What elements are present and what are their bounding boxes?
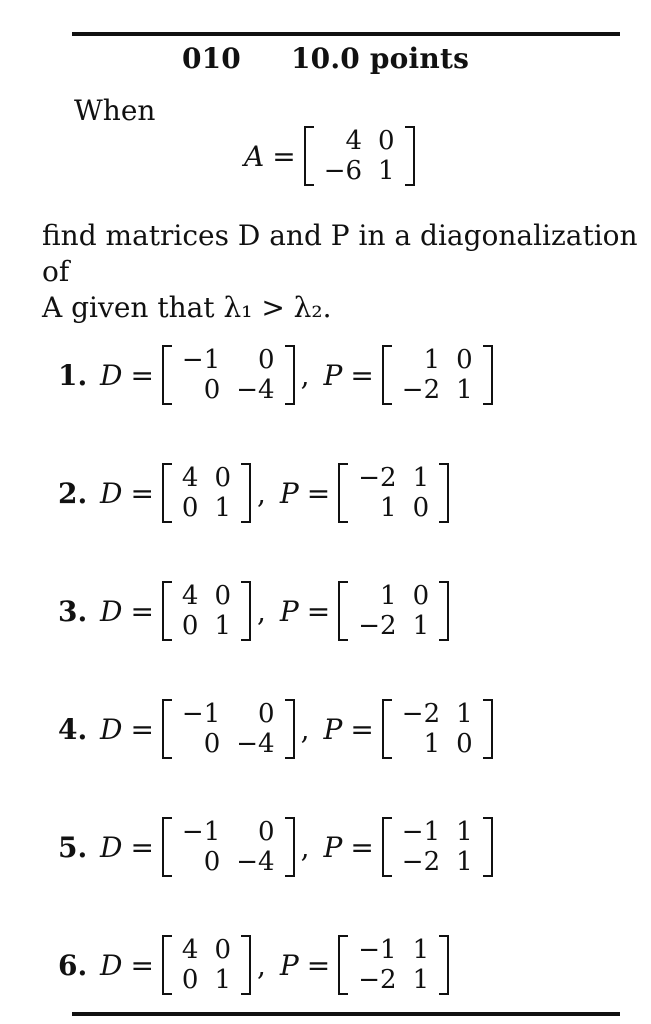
matrix-p <box>382 699 493 759</box>
matrix-cell: 0 <box>203 729 221 759</box>
matrix-cell: 1 <box>423 729 441 759</box>
p-symbol: P <box>323 358 343 392</box>
matrix-cell: 4 <box>181 935 199 965</box>
equals-sign: = <box>130 712 154 746</box>
matrix-cell: 1 <box>412 463 430 493</box>
matrix-cell: −2 <box>401 699 441 729</box>
prompt-line-1: find matrices D and P in a diagonalization of <box>42 219 638 288</box>
matrix-d <box>162 345 295 405</box>
matrix-cell: −1 <box>401 817 441 847</box>
comma: , <box>300 712 310 746</box>
matrix-cell: −2 <box>358 965 397 995</box>
matrix-p <box>382 345 493 405</box>
matrix-a-name: A <box>244 139 265 173</box>
matrix-cell: 0 <box>214 463 232 493</box>
matrix-d <box>162 581 251 641</box>
matrix-cell: 1 <box>412 935 430 965</box>
matrix-a-equation <box>244 126 415 186</box>
option-number: 4. <box>58 712 88 746</box>
matrix-d <box>162 817 295 877</box>
answer-option-4[interactable] <box>58 670 638 788</box>
answer-option-2[interactable] <box>58 434 638 552</box>
matrix-cell: 0 <box>258 699 275 729</box>
matrix-cell: 1 <box>380 493 397 523</box>
p-symbol: P <box>323 830 343 864</box>
matrix-cell: 1 <box>380 581 397 611</box>
matrix-p <box>382 817 493 877</box>
answer-options <box>58 316 638 1024</box>
matrix-d <box>162 699 295 759</box>
matrix-a <box>304 126 415 186</box>
comma: , <box>257 594 266 628</box>
matrix-cell: −4 <box>236 847 275 877</box>
matrix-d <box>162 463 251 523</box>
equals-sign: = <box>130 594 154 628</box>
matrix-cell: 0 <box>258 345 275 375</box>
matrix-cell: 0 <box>181 965 199 995</box>
matrix-cell: −2 <box>358 611 397 641</box>
comma: , <box>300 830 310 864</box>
matrix-cell: −2 <box>401 847 441 877</box>
matrix-cell: 1 <box>412 611 430 641</box>
option-number: 2. <box>58 476 88 510</box>
matrix-cell: 0 <box>412 493 430 523</box>
matrix-a-cell: 0 <box>378 126 395 156</box>
matrix-cell: 1 <box>214 611 232 641</box>
matrix-cell: 0 <box>203 847 221 877</box>
matrix-cell: 0 <box>214 935 232 965</box>
equals-sign: = <box>306 948 331 982</box>
matrix-cell: −1 <box>181 699 221 729</box>
question-number: 010 <box>181 42 241 75</box>
matrix-cell: −2 <box>401 375 441 405</box>
option-number: 1. <box>58 358 88 392</box>
matrix-p <box>338 581 449 641</box>
matrix-cell: −1 <box>181 817 221 847</box>
equals-sign: = <box>350 712 374 746</box>
d-symbol: D <box>100 594 123 628</box>
prompt-line-2: A given that λ₁ > λ₂. <box>42 291 332 324</box>
matrix-cell: 0 <box>258 817 275 847</box>
d-symbol: D <box>100 358 123 392</box>
option-number: 5. <box>58 830 88 864</box>
equals-sign: = <box>130 358 154 392</box>
matrix-cell: 0 <box>456 345 473 375</box>
matrix-cell: 0 <box>181 611 199 641</box>
comma: , <box>257 476 266 510</box>
comma: , <box>300 358 310 392</box>
matrix-cell: 4 <box>181 581 199 611</box>
matrix-cell: 0 <box>181 493 199 523</box>
matrix-cell: −4 <box>236 375 275 405</box>
question-header <box>0 42 651 75</box>
matrix-cell: 1 <box>412 965 430 995</box>
matrix-a-cell: −6 <box>323 156 363 186</box>
matrix-cell: 1 <box>456 847 473 877</box>
d-symbol: D <box>100 476 123 510</box>
matrix-a-cell: 1 <box>378 156 395 186</box>
matrix-cell: −1 <box>358 935 397 965</box>
equals-sign: = <box>272 139 296 173</box>
top-rule <box>72 32 620 36</box>
matrix-cell: 0 <box>412 581 430 611</box>
option-number: 3. <box>58 594 88 628</box>
equals-sign: = <box>130 476 154 510</box>
matrix-cell: 4 <box>181 463 199 493</box>
matrix-cell: 1 <box>456 817 473 847</box>
matrix-cell: −4 <box>236 729 275 759</box>
matrix-cell: 1 <box>456 375 473 405</box>
equals-sign: = <box>306 594 331 628</box>
option-number: 6. <box>58 948 88 982</box>
matrix-a-cell: 4 <box>345 126 363 156</box>
equals-sign: = <box>130 948 154 982</box>
p-symbol: P <box>323 712 343 746</box>
matrix-cell: 0 <box>214 581 232 611</box>
answer-option-6[interactable] <box>58 906 638 1024</box>
answer-option-5[interactable] <box>58 788 638 906</box>
question-points: 10.0 points <box>290 42 470 75</box>
matrix-cell: 0 <box>456 729 473 759</box>
p-symbol: P <box>279 594 299 628</box>
d-symbol: D <box>100 712 123 746</box>
equals-sign: = <box>350 358 374 392</box>
question-prompt <box>42 218 642 326</box>
matrix-cell: −2 <box>358 463 397 493</box>
answer-option-1[interactable] <box>58 316 638 434</box>
matrix-cell: −1 <box>181 345 221 375</box>
p-symbol: P <box>279 476 299 510</box>
d-symbol: D <box>100 948 123 982</box>
p-symbol: P <box>279 948 299 982</box>
matrix-d <box>162 935 251 995</box>
matrix-cell: 1 <box>456 699 473 729</box>
comma: , <box>257 948 266 982</box>
answer-option-3[interactable] <box>58 552 638 670</box>
equals-sign: = <box>350 830 374 864</box>
matrix-cell: 1 <box>423 345 441 375</box>
equals-sign: = <box>130 830 154 864</box>
intro-text: When <box>74 94 156 127</box>
matrix-cell: 0 <box>203 375 221 405</box>
d-symbol: D <box>100 830 123 864</box>
matrix-p <box>338 935 449 995</box>
matrix-cell: 1 <box>214 965 232 995</box>
matrix-p <box>338 463 449 523</box>
equals-sign: = <box>306 476 331 510</box>
bottom-rule <box>72 1012 620 1016</box>
matrix-cell: 1 <box>214 493 232 523</box>
